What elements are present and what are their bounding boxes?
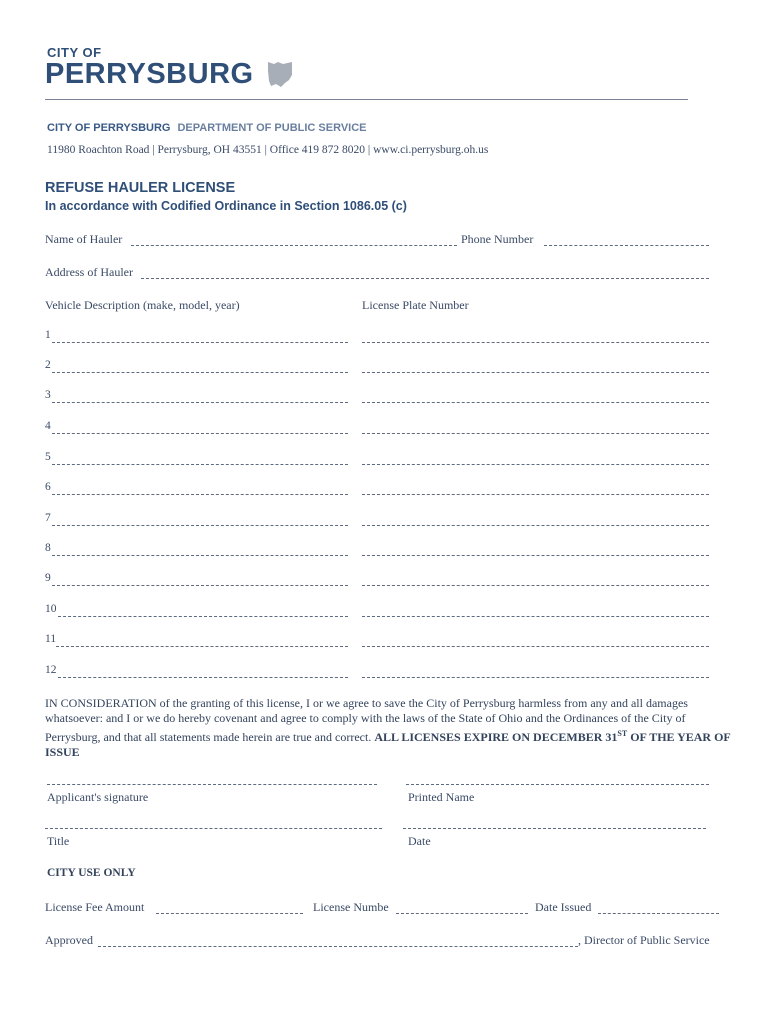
consideration-paragraph [45,696,735,760]
director-label: , Director of Public Service [578,933,710,947]
plate-field[interactable] [362,432,709,434]
consideration-text: IN CONSIDERATION of the granting of this license, I or we agree to save the City of Perrysburg harmless from any and all damages whatsoever: and I or we do hereby covenant and agree to comply with the laws of the State of Ohio and the Ordinances of the City of Perrysburg, and that all statements made herein are true and correct. [45,696,688,744]
date-issued-field[interactable] [598,912,719,914]
vehicle-field[interactable] [58,676,348,678]
logo-city-of: CITY OF [47,45,102,60]
plate-field[interactable] [362,341,709,343]
name-of-hauler-label: Name of Hauler [45,232,123,246]
vehicle-field[interactable] [52,401,348,403]
title-field[interactable] [45,827,382,829]
ohio-state-icon [267,61,293,88]
approved-field[interactable] [98,945,578,947]
row-number: 12 [45,664,57,676]
applicant-signature-label: Applicant's signature [47,790,149,804]
vehicle-field[interactable] [52,493,348,495]
plate-field[interactable] [362,493,709,495]
title-label: Title [47,834,70,848]
row-number: 11 [45,633,57,645]
license-number-field[interactable] [396,912,528,914]
form-title: REFUSE HAULER LICENSE [45,180,236,196]
vehicle-field[interactable] [58,615,348,617]
department-name: DEPARTMENT OF PUBLIC SERVICE [177,122,367,134]
expiry-text: ALL LICENSES EXPIRE ON DECEMBER 31 [374,730,618,744]
date-field[interactable] [403,827,706,829]
expiry-sup: ST [617,729,628,738]
phone-number-label: Phone Number [461,232,534,246]
plate-field[interactable] [362,554,709,556]
row-number: 5 [45,451,51,463]
plate-field[interactable] [362,401,709,403]
plate-field[interactable] [362,463,709,465]
expiry-tail: OF THE YEAR OF ISSUE [45,730,731,759]
row-number: 4 [45,420,51,432]
address-of-hauler-field[interactable] [141,277,709,279]
plate-field[interactable] [362,645,709,647]
license-fee-field[interactable] [156,912,303,914]
row-number: 2 [45,359,51,371]
vehicle-field[interactable] [52,524,348,526]
vehicle-field[interactable] [52,432,348,434]
vehicle-field[interactable] [52,584,348,586]
vehicle-field[interactable] [56,645,348,647]
vehicle-description-label: Vehicle Description (make, model, year) [45,298,240,312]
plate-field[interactable] [362,615,709,617]
row-number: 10 [45,603,57,615]
phone-number-field[interactable] [544,244,709,246]
vehicle-field[interactable] [52,341,348,343]
plate-field[interactable] [362,524,709,526]
name-of-hauler-field[interactable] [131,244,457,246]
row-number: 6 [45,481,51,493]
approved-label: Approved [45,933,93,947]
header-divider [45,99,688,100]
vehicle-field[interactable] [52,554,348,556]
plate-field[interactable] [362,676,709,678]
contact-address-line: 11980 Roachton Road | Perrysburg, OH 43551 | Office 419 872 8020 | www.ci.perrysburg.oh.us [47,144,489,156]
license-number-label: License Numbe [313,900,389,914]
printed-name-field[interactable] [406,783,709,785]
logo-perrysburg: PERRYSBURG [45,58,254,90]
date-issued-label: Date Issued [535,900,592,914]
row-number: 7 [45,512,51,524]
plate-field[interactable] [362,371,709,373]
vehicle-field[interactable] [52,371,348,373]
address-of-hauler-label: Address of Hauler [45,265,133,279]
row-number: 1 [45,329,51,341]
row-number: 9 [45,572,51,584]
printed-name-label: Printed Name [408,790,475,804]
row-number: 3 [45,389,51,401]
license-plate-label: License Plate Number [362,298,469,312]
department-line [47,122,367,134]
form-subtitle: In accordance with Codified Ordinance in Section 1086.05 (c) [45,199,407,213]
vehicle-field[interactable] [52,463,348,465]
date-label: Date [408,834,431,848]
plate-field[interactable] [362,584,709,586]
city-use-heading: CITY USE ONLY [47,867,136,879]
row-number: 8 [45,542,51,554]
license-fee-label: License Fee Amount [45,900,145,914]
org-name: CITY OF PERRYSBURG [47,122,171,134]
applicant-signature-field[interactable] [47,783,377,785]
